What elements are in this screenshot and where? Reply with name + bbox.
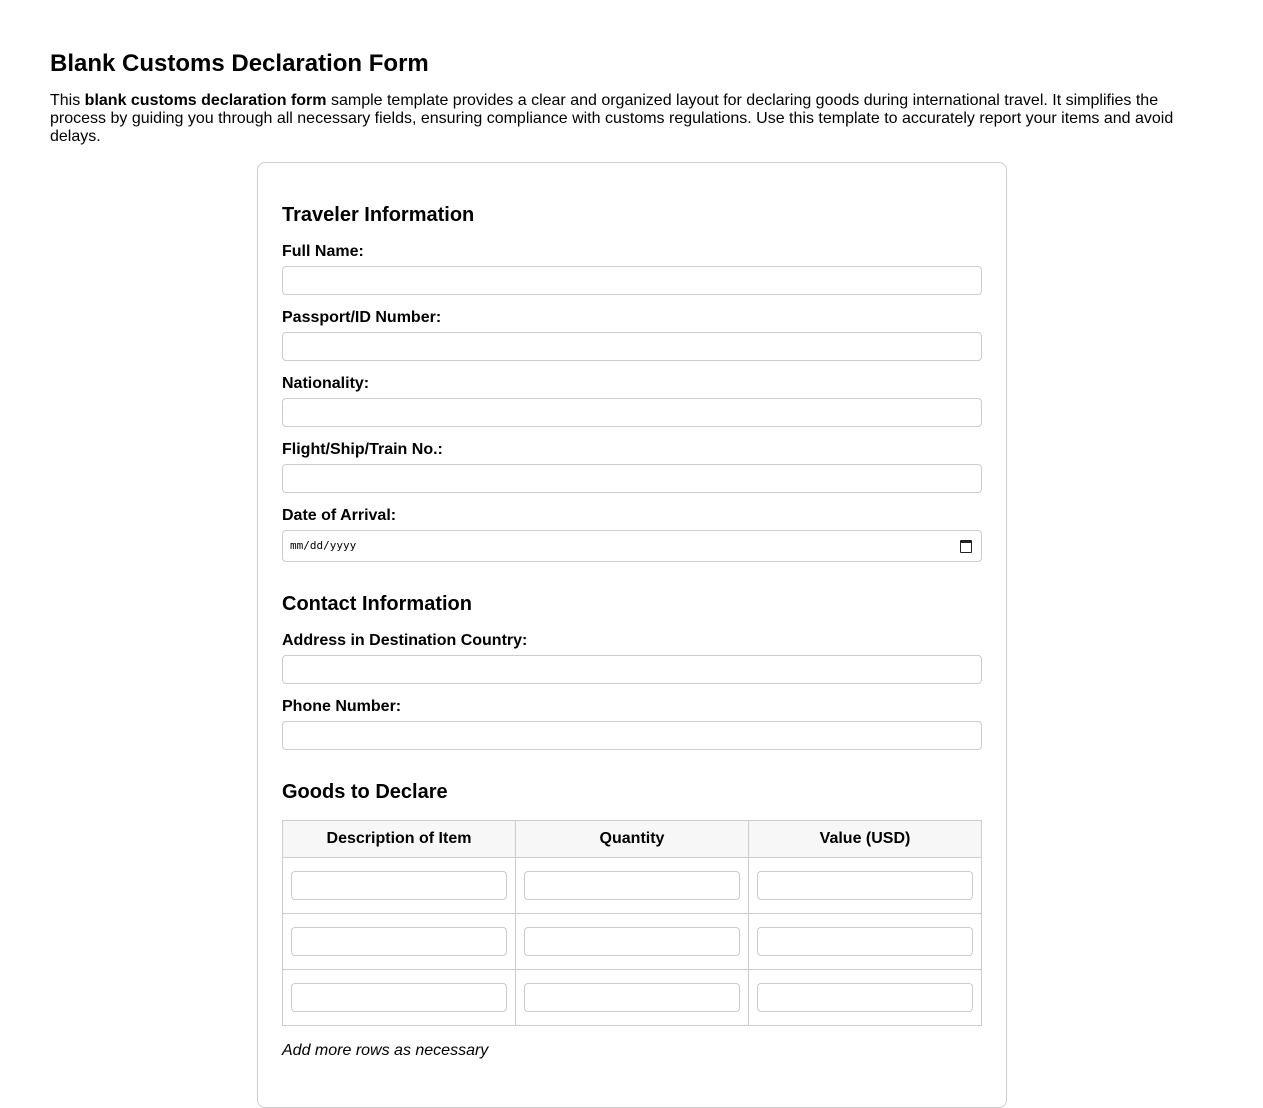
- page-title: Blank Customs Declaration Form: [50, 50, 429, 77]
- phone-label: Phone Number:: [282, 698, 402, 715]
- description-input[interactable]: [291, 927, 507, 956]
- intro-text: [50, 92, 1213, 146]
- transport-label: Flight/Ship/Train No.:: [282, 441, 443, 458]
- date-placeholder: mm/dd/yyyy: [290, 539, 357, 552]
- intro-after: sample template provides a clear and organized layout for declaring goods during international travel. It simplifies the process by guiding you through all necessary fields, ensuring compliance with customs regulations. Use this template to accurately report your items and avoid delays.: [50, 92, 1174, 145]
- value-input[interactable]: [757, 927, 973, 956]
- transport-input[interactable]: [282, 464, 982, 493]
- value-input[interactable]: [757, 983, 973, 1012]
- phone-input[interactable]: [282, 721, 982, 750]
- address-label: Address in Destination Country:: [282, 632, 528, 649]
- calendar-icon[interactable]: [960, 540, 972, 553]
- full-name-input[interactable]: [282, 266, 982, 295]
- contact-heading: Contact Information: [282, 593, 472, 615]
- form-card: [257, 162, 1007, 1108]
- table-row: [283, 970, 982, 1026]
- table-row: [283, 858, 982, 914]
- nationality-input[interactable]: [282, 398, 982, 427]
- goods-table: [282, 820, 982, 1026]
- quantity-input[interactable]: [524, 871, 740, 900]
- add-rows-note: Add more rows as necessary: [282, 1042, 489, 1059]
- passport-label: Passport/ID Number:: [282, 309, 442, 326]
- full-name-label: Full Name:: [282, 243, 364, 260]
- passport-input[interactable]: [282, 332, 982, 361]
- address-input[interactable]: [282, 655, 982, 684]
- intro-before: This: [50, 92, 85, 109]
- col-quantity: Quantity: [516, 821, 749, 858]
- nationality-label: Nationality:: [282, 375, 370, 392]
- intro-bold: blank customs declaration form: [84, 92, 327, 109]
- arrival-label: Date of Arrival:: [282, 507, 397, 524]
- arrival-date-input[interactable]: [282, 530, 982, 562]
- description-input[interactable]: [291, 983, 507, 1012]
- traveler-heading: Traveler Information: [282, 204, 475, 226]
- col-description: Description of Item: [283, 821, 516, 858]
- col-value: Value (USD): [749, 821, 982, 858]
- value-input[interactable]: [757, 871, 973, 900]
- quantity-input[interactable]: [524, 983, 740, 1012]
- goods-heading: Goods to Declare: [282, 781, 448, 803]
- quantity-input[interactable]: [524, 927, 740, 956]
- description-input[interactable]: [291, 871, 507, 900]
- table-row: [283, 914, 982, 970]
